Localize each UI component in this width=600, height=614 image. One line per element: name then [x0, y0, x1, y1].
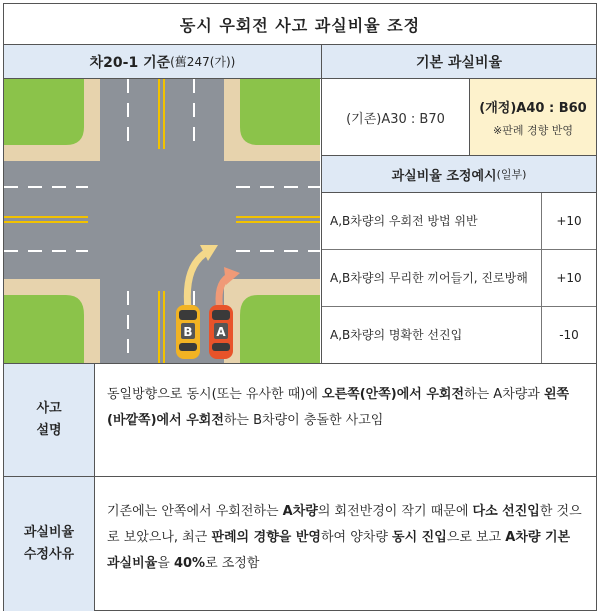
text-bold: 동시 진입: [392, 530, 447, 545]
corner-bottom-left: [4, 279, 100, 363]
old-ratio: (기존)A30 : B70: [322, 79, 470, 155]
text-run: 로 조정함: [205, 556, 260, 571]
adjust-row: [322, 307, 596, 363]
adjust-row: [322, 250, 596, 307]
adjust-value: -10: [559, 328, 579, 342]
text-bold: 오른쪽(안쪽)에서 우회전: [322, 387, 465, 402]
accident-section: [4, 364, 596, 477]
base-ratio-header: 기본 과실비율: [322, 45, 596, 79]
accident-description: [95, 364, 596, 476]
corner-top-left: [4, 79, 100, 161]
reason-label: [4, 477, 95, 611]
corner-top-right: [224, 79, 320, 161]
text-run: 동일방향으로 동시(또는 유사한 때)에: [107, 387, 323, 402]
text-bold: 다소 선진입: [472, 504, 540, 519]
text-run: 으로 보고: [446, 530, 506, 545]
text-run: 하는 B차량이 충돌한 사고임: [223, 413, 384, 428]
accident-label-line2: 설명: [36, 423, 62, 438]
text-run: 의 회전반경이 작기 때문에: [317, 504, 473, 519]
text-run: 한 것으로 보았으나, 최근: [107, 504, 582, 545]
revised-ratio: (개정)A40 : B60: [479, 100, 587, 116]
ratio-column: [322, 45, 596, 363]
revised-note: ※판례 경향 반영: [493, 123, 573, 137]
standard-code: 차20-1 기준: [89, 54, 171, 71]
adjust-row: [322, 193, 596, 250]
adjust-header-main: 과실비율 조정예시: [391, 168, 497, 184]
text-run: 을: [157, 556, 174, 571]
text-bold: A차량 기본 과실비율: [107, 530, 571, 571]
accident-label: [4, 364, 95, 476]
text-run: 하는 A차량과: [464, 387, 544, 402]
text-bold: 40%: [173, 556, 206, 571]
car-b: [176, 305, 200, 359]
reason-description: [95, 477, 596, 611]
adjust-header-sub: (일부): [496, 168, 527, 181]
car-a: [209, 305, 233, 359]
base-ratio-row: [322, 79, 596, 156]
text-bold: A차량: [282, 504, 318, 519]
standard-old-code: (舊247(가)): [170, 55, 236, 69]
adjust-value: +10: [556, 271, 582, 285]
top-section: [4, 45, 596, 364]
text-run: 기존에는 안쪽에서 우회전하는: [107, 504, 283, 519]
text-run: 하여 양차량: [320, 530, 393, 545]
standard-header: [4, 45, 321, 79]
revised-ratio-cell: [470, 79, 596, 155]
adjust-header: [322, 156, 596, 193]
reason-section: [4, 477, 596, 611]
reason-label-line1: 과실비율: [23, 525, 75, 540]
car-b-label: B: [183, 325, 193, 339]
intersection-svg: [4, 79, 320, 363]
text-bold: 판례의 경향을 반영: [211, 530, 321, 545]
adjust-label: A,B차량의 명확한 선진입: [322, 307, 542, 363]
text-bold: 왼쪽(바깥쪽)에서 우회전: [107, 387, 570, 428]
corner-bottom-right: [224, 279, 320, 363]
accident-label-line1: 사고: [36, 401, 62, 416]
ratio-sheet: [3, 3, 597, 611]
adjust-label: A,B차량의 우회전 방법 위반: [322, 193, 542, 249]
diagram-column: [4, 45, 322, 363]
adjust-value: +10: [556, 214, 582, 228]
intersection-diagram: [4, 79, 321, 363]
car-a-label: A: [216, 325, 226, 339]
page-title: 동시 우회전 사고 과실비율 조정: [4, 4, 596, 45]
reason-label-line2: 수정사유: [23, 547, 75, 562]
adjust-label: A,B차량의 무리한 끼어들기, 진로방해: [322, 250, 542, 306]
